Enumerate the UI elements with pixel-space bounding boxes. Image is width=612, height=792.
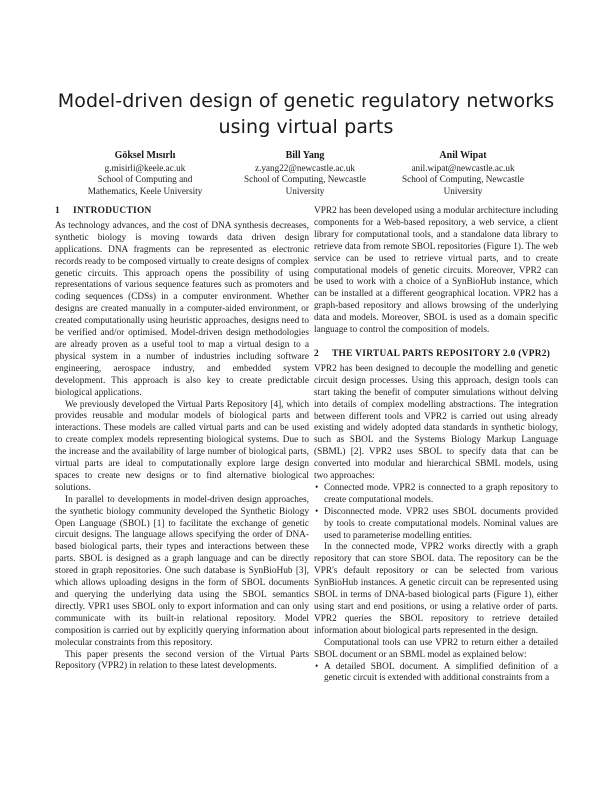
author-block-2: [232, 150, 378, 197]
right-column: [314, 206, 558, 685]
output-list: [314, 662, 558, 686]
list-item: • Disconnected mode. VPR2 uses SBOL documents provided by tools to create computational models. Nominal values are used to parameterise modelling entities.: [324, 507, 558, 543]
author-email: g.misirli@keele.ac.uk: [104, 162, 186, 173]
intro-paragraph-3: In parallel to developments in model-driven design approaches, the synthetic biology community developed the Synthetic Biology Open Language (SBOL) [1] to facilitate the exchange of genetic circuit designs. The language allows specifying the order of DNA-based biological parts, their types and interactions between these parts. SBOL is designed as a graph language and can be directly stored in graph repositories. One such database is SynBioHub [3], which allows uploading designs in the form of SBOL documents and querying the underlying data using the SBOL semantics directly. VPR1 uses SBOL only to export information and can only communicate with its built-in relational repository. Model composition is carried out by explicitly querying information about molecular constraints from this repository.: [55, 494, 309, 648]
author-block-1: [72, 150, 218, 197]
architecture-paragraph: VPR2 has been developed using a modular architecture including components for a Web-based repository, a web service, a client library for computational tools, and a standalone data library to retrieve data from remote SBOL repositories (Figure 1). The web service can be used to retrieve virtual parts, and to create computational models of genetic circuits. Moreover, VPR2 can be used to work with a choice of a SynBioHub instance, which can be installed at a different geographical location. VPR2 has a graph-based repository and allows browsing of the underlying data and models. Moreover, SBOL is used as a domain specific language to control the composition of models.: [314, 206, 558, 336]
paper-title: Model-driven design of genetic regulatory networks using virtual parts: [57, 90, 555, 138]
vpr2-paragraph-1: VPR2 has been designed to decouple the modelling and genetic circuit design processes. Using this approach, design tools can start taking the benefit of computer simulations without delving into details of complex modelling abstractions. The integration between different tools and VPR2 is carried out using already existing and widely adopted data standards in synthetic biology, such as SBOL and the Systems Biology Markup Language (SBML) [2]. VPR2 uses SBOL to specify data that can be converted into modular and hierarchical SBML models, using two approaches:: [314, 363, 558, 482]
author-block-3: [390, 150, 536, 197]
author-name: Bill Yang: [285, 150, 325, 161]
author-affiliation: School of Computing, Newcastle University: [402, 174, 524, 196]
vpr2-paragraph-2: In the connected mode, VPR2 works directly with a graph repository that can store SBOL data. The repository can be the VPR's default repository or can be selected from various SynBioHub instances. A genetic circuit can be represented using SBOL in terms of DNA-based biological parts (Figure 1), either using start and end positions, or using a relative order of parts. VPR2 queries the SBOL repository to retrieve detailed information about biological parts represented in the design.: [314, 542, 558, 636]
left-column: [55, 206, 309, 673]
vpr2-paragraph-3: Computational tools can use VPR2 to return either a detailed SBOL document or an SBML model as explained below:: [314, 637, 558, 660]
section-number: 1: [55, 206, 60, 216]
author-affiliation: School of Computing, Newcastle University: [244, 174, 366, 196]
intro-paragraph-1: As technology advances, and the cost of DNA synthesis decreases, synthetic biology is moving towards data driven design applications. DNA fragments can be represented as electronic records ready to be composed virtually to create designs of complex genetic circuits. This approach opens the possibility of using representations of various sequence features such as promoters and coding sequences (CDSs) in a computer environment. Whether designs are created manually in a computer-aided environment, or created computationally using heuristic approaches, designs need to be verified and/or optimised. Model-driven design methodologies are already proven as a useful tool to map a virtual design to a physical system in a number of industries including software engineering, aerospace industry, and embedded system development. This approach is also key to create predictable biological applications.: [55, 220, 309, 398]
author-email: z.yang22@newcastle.ac.uk: [254, 162, 356, 173]
list-item: • Connected mode. VPR2 is connected to a graph repository to create computational models.: [324, 483, 558, 507]
section-title: INTRODUCTION: [73, 206, 152, 216]
intro-paragraph-4: This paper presents the second version of the Virtual Parts Repository (VPR2) in relation to these latest developments.: [55, 649, 309, 672]
section-title: THE VIRTUAL PARTS REPOSITORY 2.0 (VPR2): [332, 348, 551, 359]
author-affiliation: School of Computing and Mathematics, Keele University: [87, 174, 203, 196]
author-name: Anil Wipat: [439, 150, 487, 161]
section-heading-introduction: [55, 206, 309, 218]
intro-paragraph-2: We previously developed the Virtual Parts Repository [4], which provides reusable and modular models of biological parts and interactions. These models are called virtual parts and can be used to create complex models representing biological systems. Due to the increase and the availability of large number of biological parts, virtual parts are ideal to computationally explore large design spaces to create new designs or to find alternative biological solutions.: [55, 399, 309, 493]
author-name: Göksel Mısırlı: [114, 150, 176, 161]
mode-list: [314, 483, 558, 543]
section-heading-vpr2: [314, 349, 558, 361]
section-number: 2: [314, 348, 319, 359]
list-item: • A detailed SBOL document. A simplified definition of a genetic circuit is extended with additional constraints from a: [324, 662, 558, 686]
author-email: anil.wipat@newcastle.ac.uk: [411, 162, 515, 173]
